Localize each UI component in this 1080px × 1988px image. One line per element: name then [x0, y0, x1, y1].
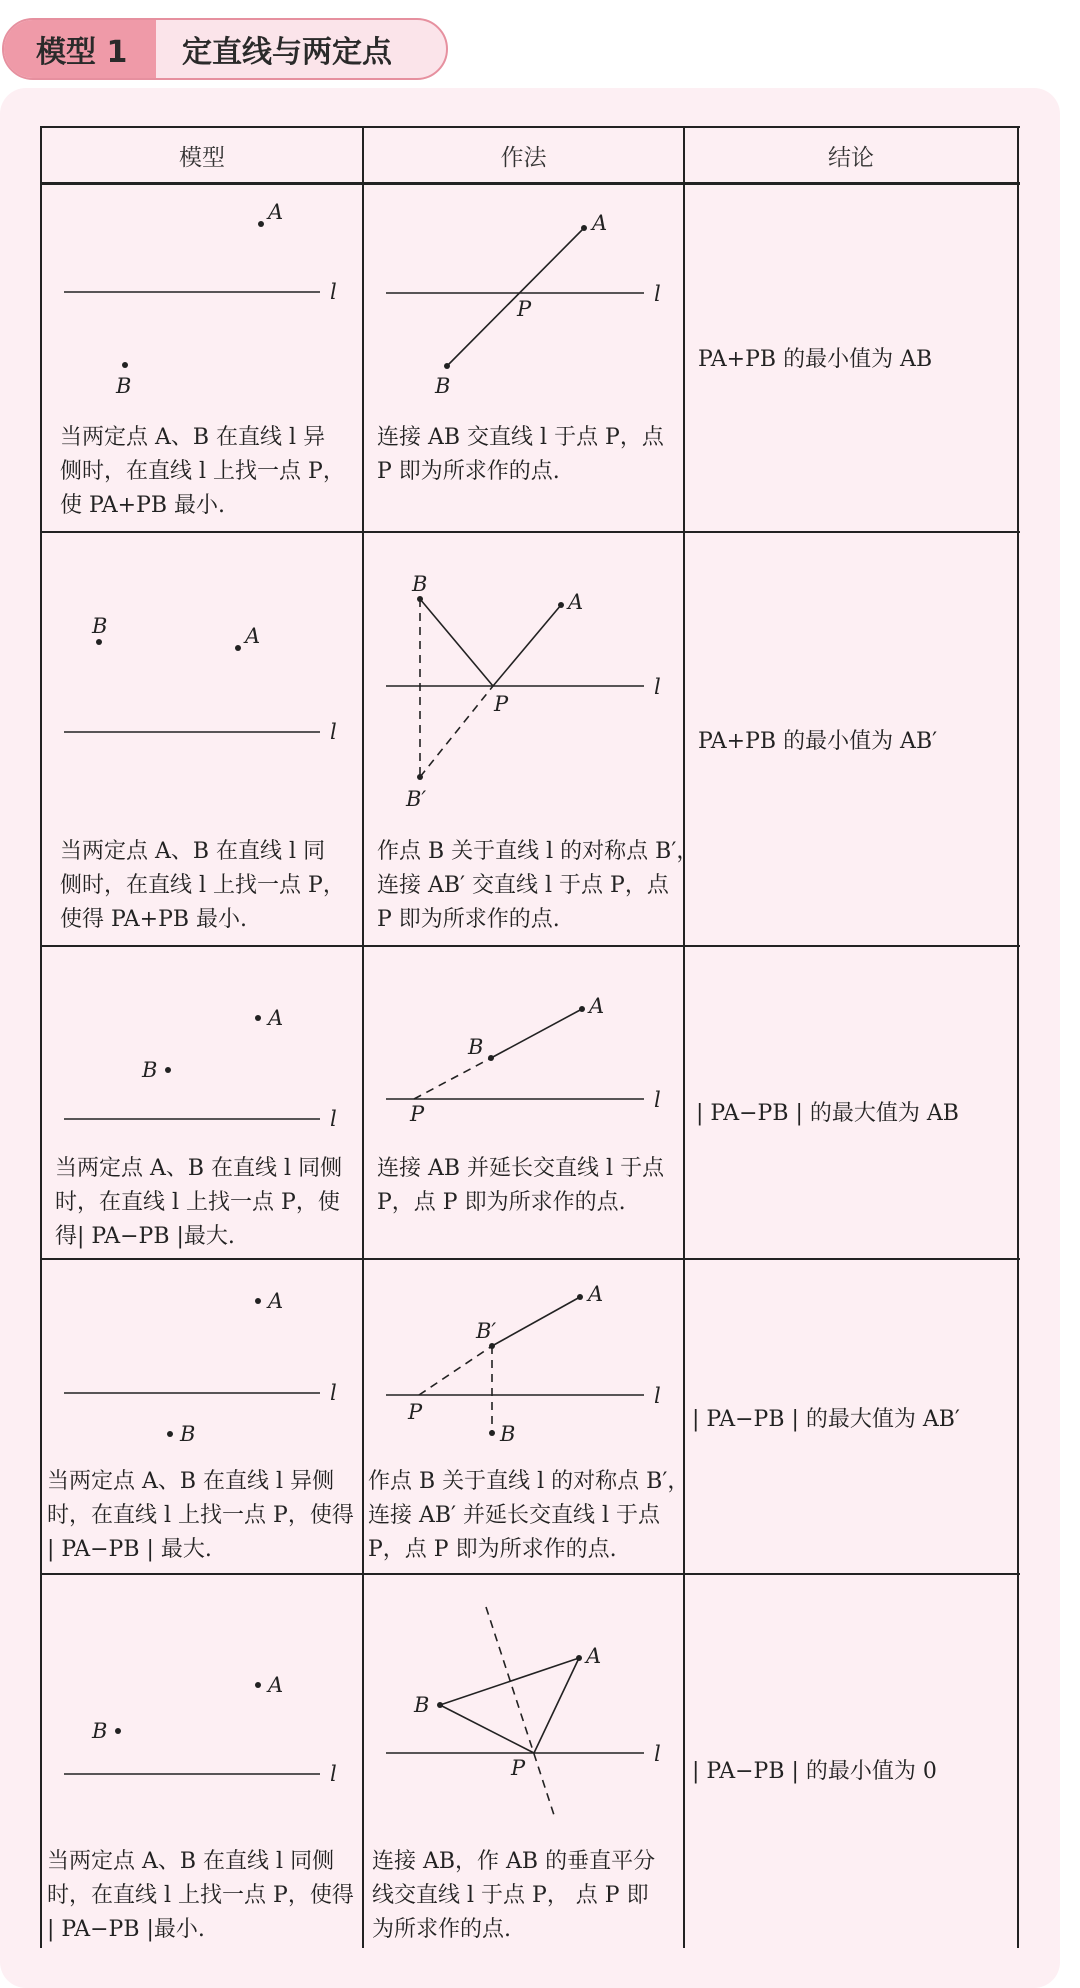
label-l: l [654, 1384, 661, 1408]
label-a: A [588, 1282, 604, 1306]
label-a: A [245, 624, 261, 648]
label-l: l [654, 675, 661, 699]
row3-method-text: 连接 AB 并延长交直线 l 于点 P，点 P 即为所求作的点. [377, 1156, 665, 1215]
row3-method-figure [364, 947, 683, 1137]
label-b: B [500, 1422, 516, 1446]
label-p: P [511, 1756, 526, 1780]
row4-model-text: 当两定点 A、B 在直线 l 异侧 时，在直线 l 上找一点 P，使得 | PA−PB | 最大. [47, 1469, 354, 1562]
row2-model-text: 当两定点 A、B 在直线 l 同 侧时，在直线 l 上找一点 P， 使得 PA+PB 最小. [60, 839, 345, 932]
row5-model-text: 当两定点 A、B 在直线 l 同侧 时，在直线 l 上找一点 P，使得 | PA−PB |最小. [47, 1849, 354, 1942]
label-l: l [330, 1762, 337, 1786]
row4-method-figure [364, 1260, 683, 1450]
label-a: A [568, 590, 584, 614]
label-a: A [592, 211, 608, 235]
label-a: A [589, 994, 605, 1018]
row4-model-figure [42, 1260, 362, 1446]
label-a: A [586, 1644, 602, 1668]
row3-model-text: 当两定点 A、B 在直线 l 同侧 时，在直线 l 上找一点 P，使 得| PA−PB |最大. [55, 1156, 343, 1249]
section-title: 定直线与两定点 [182, 35, 392, 70]
row2-method-text: 作点 B 关于直线 l 的对称点 B′， 连接 AB′ 交直线 l 于点 P，点 P 即为所求作的点. [377, 839, 699, 932]
badge-label: 模型 1 [36, 35, 128, 70]
column-header-conclusion: 结论 [828, 144, 874, 171]
label-b: B [142, 1058, 158, 1082]
row5-conclusion: | PA−PB | 的最小值为 0 [692, 1759, 937, 1784]
label-b-prime: B′ [476, 1319, 497, 1343]
column-header-method: 作法 [500, 144, 547, 171]
label-p: P [494, 692, 509, 716]
label-a: A [268, 1289, 284, 1313]
row5-method-text: 连接 AB，作 AB 的垂直平分 线交直线 l 于点 P， 点 P 即 为所求作的点. [372, 1849, 656, 1942]
row1-method-figure [364, 185, 683, 405]
row3-conclusion: | PA−PB | 的最大值为 AB [696, 1101, 959, 1126]
label-l: l [330, 1381, 337, 1405]
label-b: B [412, 572, 428, 596]
label-l: l [654, 1088, 661, 1112]
label-l: l [330, 720, 337, 744]
row4-method-text: 作点 B 关于直线 l 的对称点 B′， 连接 AB′ 并延长交直线 l 于点 P，点 P 即为所求作的点. [368, 1469, 690, 1562]
row2-conclusion: PA+PB 的最小值为 AB′ [698, 729, 938, 754]
row1-conclusion: PA+PB 的最小值为 AB [698, 347, 933, 372]
row2-method-figure [364, 533, 683, 823]
label-l: l [330, 1107, 337, 1131]
label-b: B [116, 374, 132, 398]
label-l: l [654, 1742, 661, 1766]
label-l: l [330, 280, 337, 304]
row5-method-figure [364, 1575, 683, 1835]
row5-model-figure [42, 1575, 362, 1795]
row2-model-figure [42, 533, 362, 793]
label-a: A [268, 1673, 284, 1697]
label-b: B [414, 1693, 430, 1717]
label-b: B [435, 374, 451, 398]
row1-model-figure [42, 185, 362, 405]
row1-model-text: 当两定点 A、B 在直线 l 异 侧时，在直线 l 上找一点 P， 使 PA+PB 最小. [60, 425, 345, 518]
column-header-model: 模型 [179, 144, 225, 171]
row4-conclusion: | PA−PB | 的最大值为 AB′ [692, 1407, 960, 1432]
row3-model-figure [42, 947, 362, 1137]
row1-method-text: 连接 AB 交直线 l 于点 P，点 P 即为所求作的点. [377, 425, 664, 484]
label-a: A [268, 200, 284, 224]
label-a: A [268, 1006, 284, 1030]
label-b: B [180, 1422, 196, 1446]
label-b: B [92, 614, 108, 638]
label-p: P [517, 297, 532, 321]
label-l: l [654, 282, 661, 306]
label-b-prime: B′ [406, 787, 427, 811]
model-title-badge [2, 18, 448, 80]
label-p: P [408, 1400, 423, 1424]
label-b: B [92, 1719, 108, 1743]
label-p: P [410, 1102, 425, 1126]
label-b: B [468, 1035, 484, 1059]
